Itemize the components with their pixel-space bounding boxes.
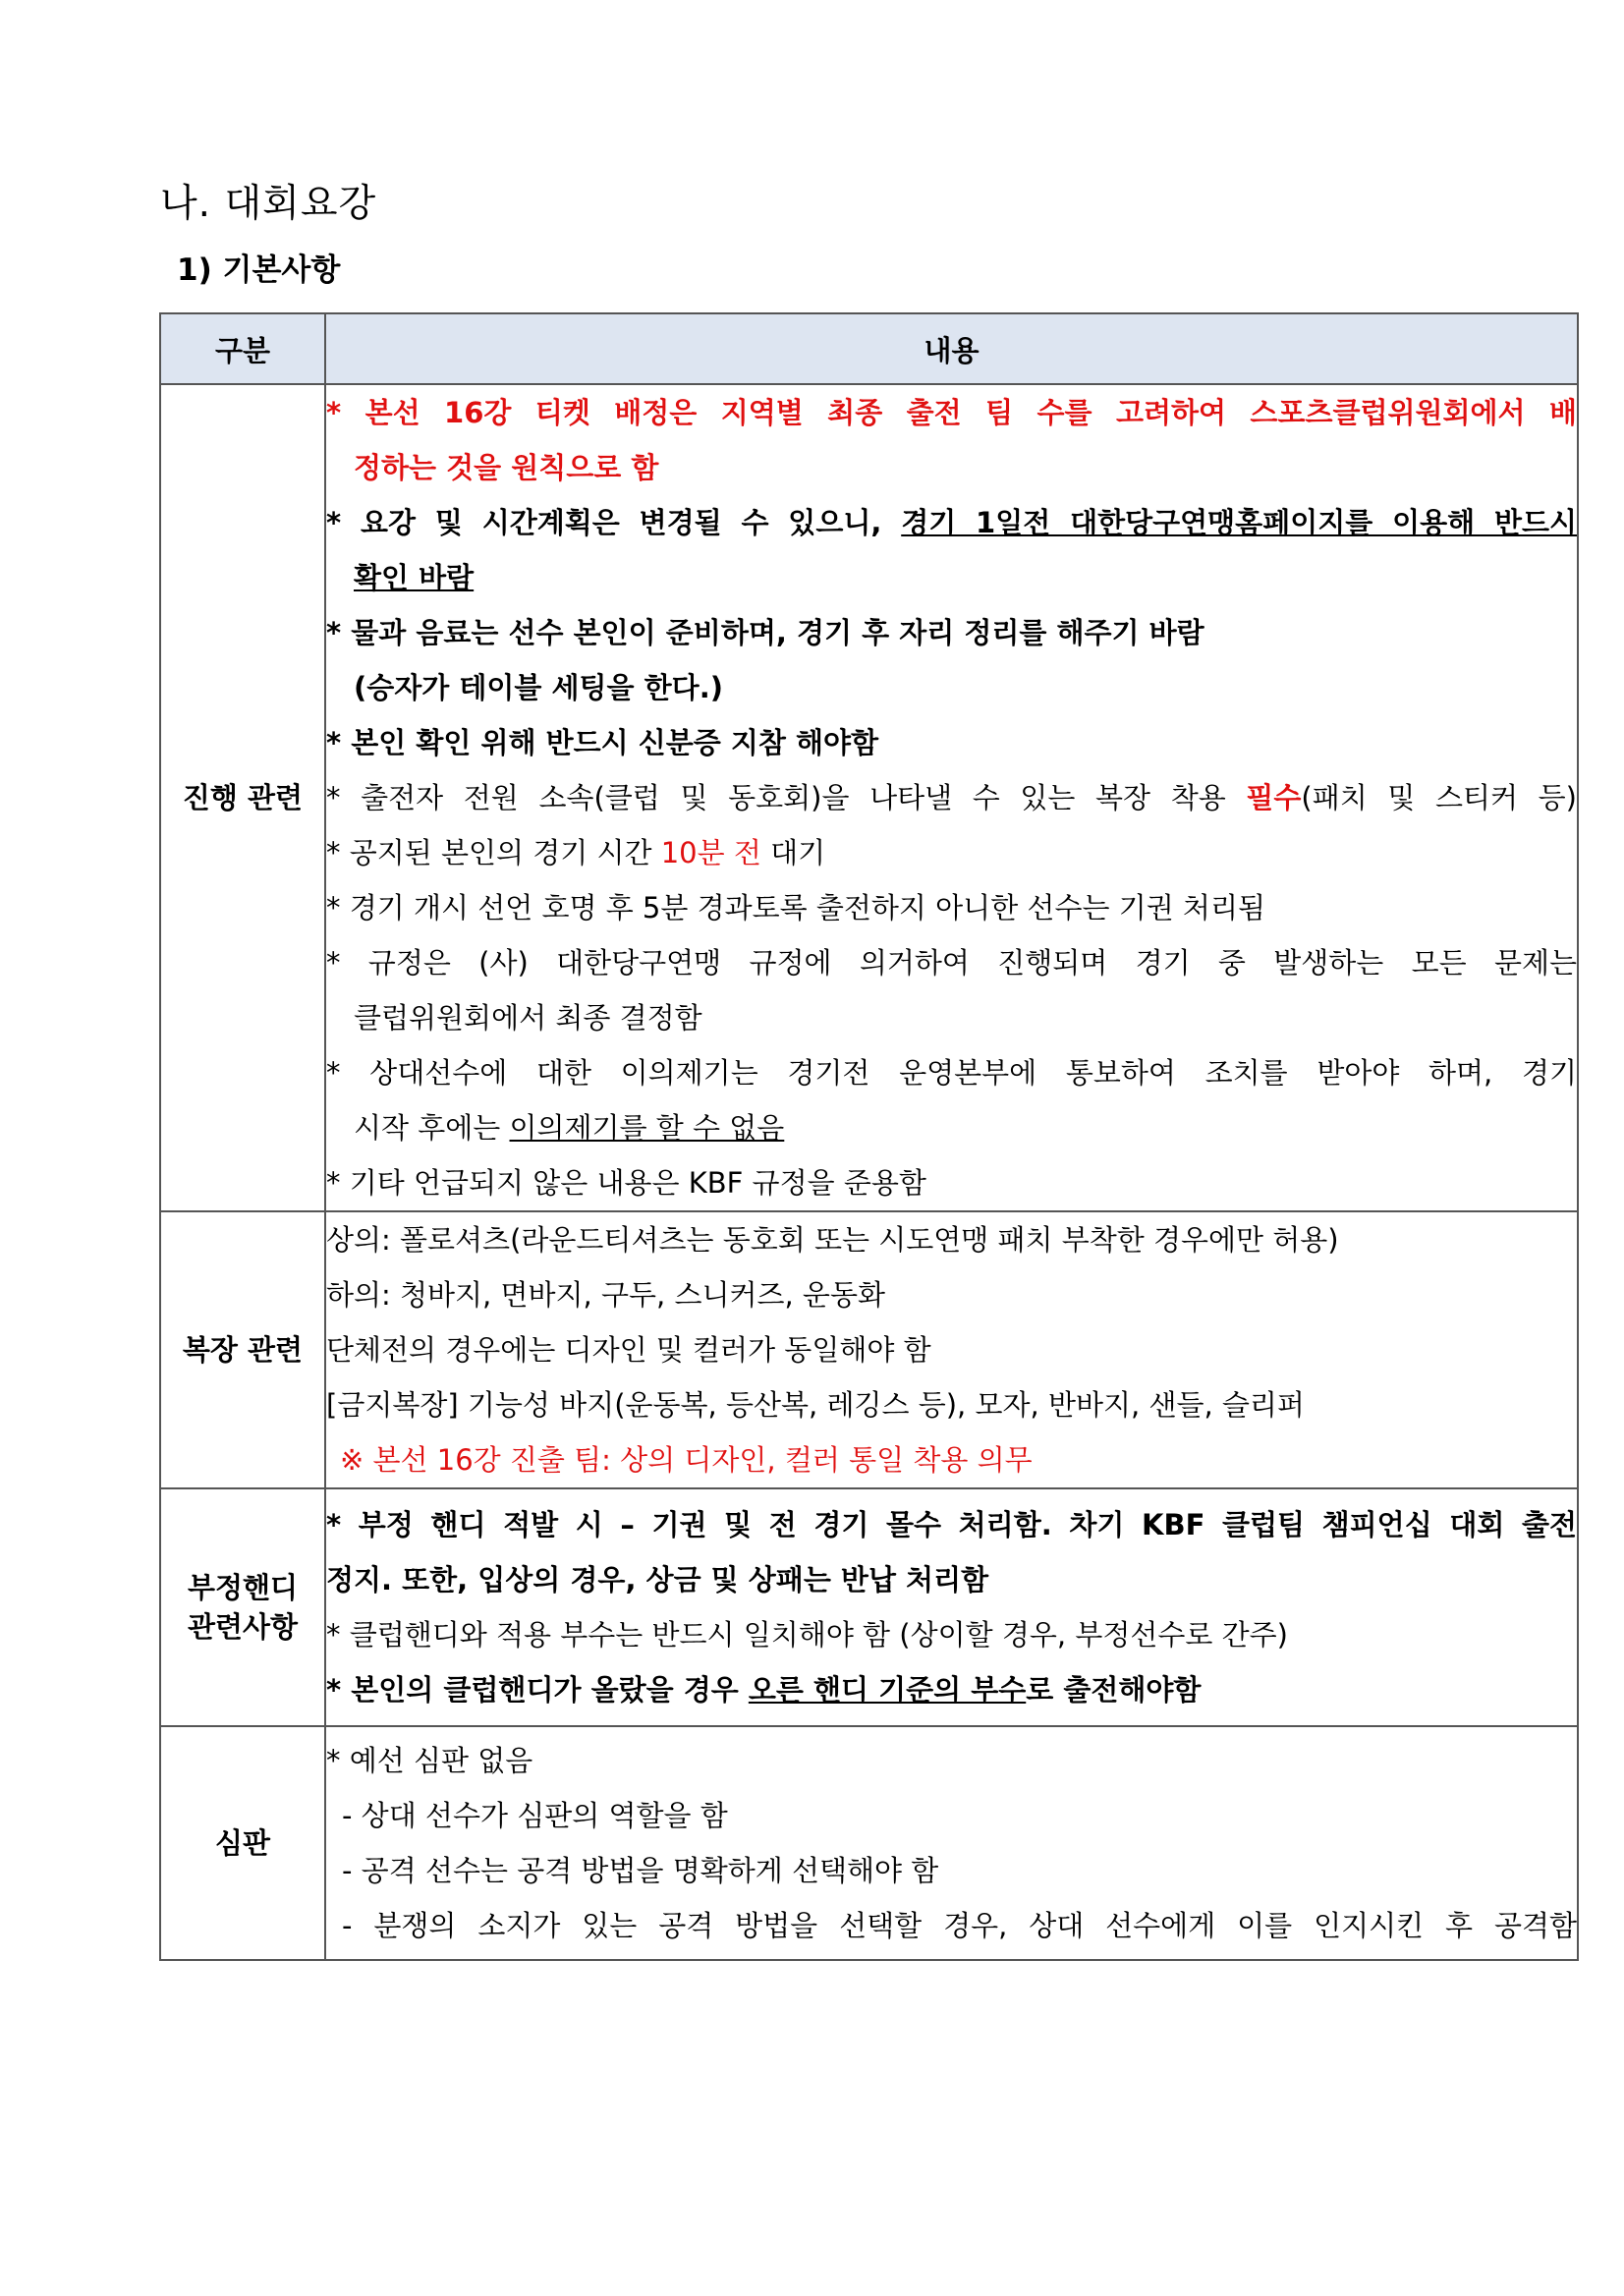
- table-row-handicap: [160, 1488, 1578, 1726]
- progress-line-11: * 규정은 (사) 대한당구연맹 규정에 의거하여 진행되며 경기 중 발생하는 모든 문제는: [326, 946, 1577, 980]
- section-title: 나. 대회요강: [160, 182, 377, 226]
- referee-line-3: - 공격 선수는 공격 방법을 명확하게 선택해야 함: [342, 1854, 939, 1887]
- progress-line-5: * 물과 음료는 선수 본인이 준비하며, 경기 후 자리 정리를 해주기 바람: [326, 616, 1204, 649]
- progress-line-10: * 경기 개시 선언 호명 후 5분 경과토록 출전하지 아니한 선수는 기권 처리됨: [326, 891, 1265, 924]
- header-category: 구분: [160, 313, 325, 384]
- progress-line-12: 클럽위원회에서 최종 결정함: [354, 1001, 702, 1035]
- progress-line-9: * 공지된 본인의 경기 시간 10분 전 대기: [326, 836, 826, 869]
- row-content-handicap: [325, 1488, 1578, 1726]
- handicap-line-4: * 본인의 클럽핸디가 올랐을 경우 오른 핸디 기준의 부수로 출전해야함: [326, 1673, 1202, 1707]
- table-header-row: [160, 313, 1578, 384]
- row-content-referee: [325, 1726, 1578, 1960]
- dress-line-5: ※ 본선 16강 진출 팀: 상의 디자인, 컬러 통일 착용 의무: [340, 1443, 1033, 1477]
- progress-line-7: * 본인 확인 위해 반드시 신분증 지참 해야함: [326, 726, 879, 759]
- row-label-referee: 심판: [160, 1726, 325, 1960]
- required-mark: 필수: [1246, 781, 1302, 814]
- referee-line-4: - 분쟁의 소지가 있는 공격 방법을 선택할 경우, 상대 선수에게 이를 인지시킨 후 공격함: [342, 1909, 1577, 1942]
- row-label-handicap: 부정핸디 관련사항: [160, 1488, 325, 1726]
- rules-table: [159, 312, 1579, 1961]
- ten-minutes-before: 10분 전: [660, 836, 761, 869]
- row-label-progress: 진행 관련: [160, 384, 325, 1211]
- progress-line-13: * 상대선수에 대한 이의제기는 경기전 운영본부에 통보하여 조치를 받아야 하며, 경기: [326, 1056, 1577, 1090]
- header-content: 내용: [325, 313, 1578, 384]
- row-label-dress: 복장 관련: [160, 1211, 325, 1488]
- row-content-dress: [325, 1211, 1578, 1488]
- progress-line-4: 확인 바람: [354, 561, 475, 594]
- progress-line-2: 정하는 것을 원칙으로 함: [354, 451, 659, 484]
- table-row-dress: [160, 1211, 1578, 1488]
- table-row-progress: [160, 384, 1578, 1211]
- table-row-referee: [160, 1726, 1578, 1960]
- progress-line-6: (승자가 테이블 세팅을 한다.): [354, 671, 723, 704]
- progress-line-14: 시작 후에는 이의제기를 할 수 없음: [354, 1111, 785, 1145]
- referee-line-1: * 예선 심판 없음: [326, 1744, 533, 1777]
- progress-line-15: * 기타 언급되지 않은 내용은 KBF 규정을 준용함: [326, 1166, 926, 1200]
- dress-line-3: 단체전의 경우에는 디자인 및 컬러가 동일해야 함: [326, 1333, 931, 1367]
- dress-line-1: 상의: 폴로셔츠(라운드티셔츠는 동호회 또는 시도연맹 패치 부착한 경우에만 허용): [326, 1223, 1339, 1257]
- subsection-title: 1) 기본사항: [177, 252, 341, 288]
- dress-line-2: 하의: 청바지, 면바지, 구두, 스니커즈, 운동화: [326, 1278, 885, 1312]
- progress-line-3: * 요강 및 시간계획은 변경될 수 있으니, 경기 1일전 대한당구연맹홈페이지를 이용해 반드시: [326, 506, 1577, 539]
- progress-line-1: * 본선 16강 티켓 배정은 지역별 최종 출전 팀 수를 고려하여 스포츠클럽위원회에서 배: [326, 396, 1577, 429]
- dress-line-4: [금지복장] 기능성 바지(운동복, 등산복, 레깅스 등), 모자, 반바지, 샌들, 슬리퍼: [326, 1388, 1305, 1422]
- progress-line-8: * 출전자 전원 소속(클럽 및 동호회)을 나타낼 수 있는 복장 착용 필수(패치 및 스티커 등): [326, 781, 1577, 814]
- handicap-line-2: 정지. 또한, 입상의 경우, 상금 및 상패는 반납 처리함: [326, 1563, 989, 1596]
- handicap-line-1: * 부정 핸디 적발 시 – 기권 및 전 경기 몰수 처리함. 차기 KBF 클럽팀 챔피언십 대회 출전: [326, 1508, 1577, 1541]
- handicap-line-3: * 클럽핸디와 적용 부수는 반드시 일치해야 함 (상이할 경우, 부정선수로 간주): [326, 1618, 1288, 1652]
- referee-line-2: - 상대 선수가 심판의 역할을 함: [342, 1799, 728, 1832]
- homepage-check-notice: 경기 1일전 대한당구연맹홈페이지를 이용해 반드시: [901, 506, 1577, 539]
- row-content-progress: [325, 384, 1578, 1211]
